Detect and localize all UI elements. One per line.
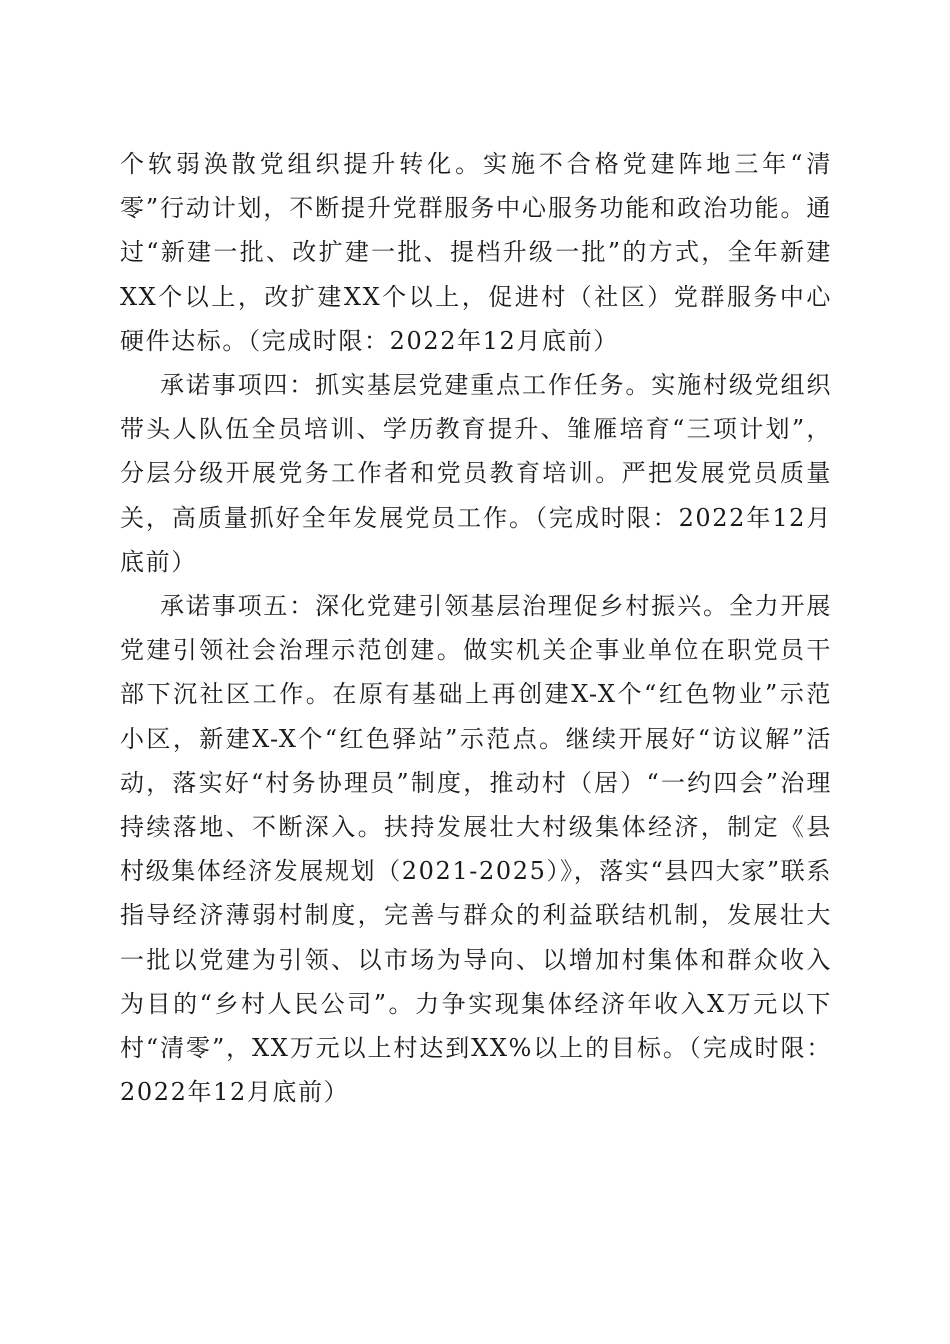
paragraph-commitment-4: 承诺事项四：抓实基层党建重点工作任务。实施村级党组织带头人队伍全员培训、学历教育提升、雏雁培育“三项计划”，分层分级开展党务工作者和党员教育培训。严把发展党员质量关，高质量抓好全年发展党员工作。（完成时限：2022年12月底前） (120, 371, 832, 576)
paragraph-1: 个软弱涣散党组织提升转化。实施不合格党建阵地三年“清零”行动计划，不断提升党群服务中心服务功能和政治功能。通过“新建一批、改扩建一批、提档升级一批”的方式，全年新建XX个以上，改扩建XX个以上，促进村（社区）党群服务中心硬件达标。（完成时限：2022年12月底前） (120, 150, 832, 355)
document-body (120, 142, 832, 1114)
paragraph-commitment-5: 承诺事项五：深化党建引领基层治理促乡村振兴。全力开展党建引领社会治理示范创建。做实机关企事业单位在职党员干部下沉社区工作。在原有基础上再创建X-X个“红色物业”示范小区，新建X-X个“红色驿站”示范点。继续开展好“访议解”活动，落实好“村务协理员”制度，推动村（居）“一约四会”治理持续落地、不断深入。扶持发展壮大村级集体经济，制定《县村级集体经济发展规划（2021-2025）》，落实“县四大家”联系指导经济薄弱村制度，完善与群众的利益联结机制，发展壮大一批以党建为引领、以市场为导向、以增加村集体和群众收入为目的“乡村人民公司”。力争实现集体经济年收入X万元以下村“清零”，XX万元以上村达到XX%以上的目标。（完成时限：2022年12月底前） (120, 592, 832, 1107)
